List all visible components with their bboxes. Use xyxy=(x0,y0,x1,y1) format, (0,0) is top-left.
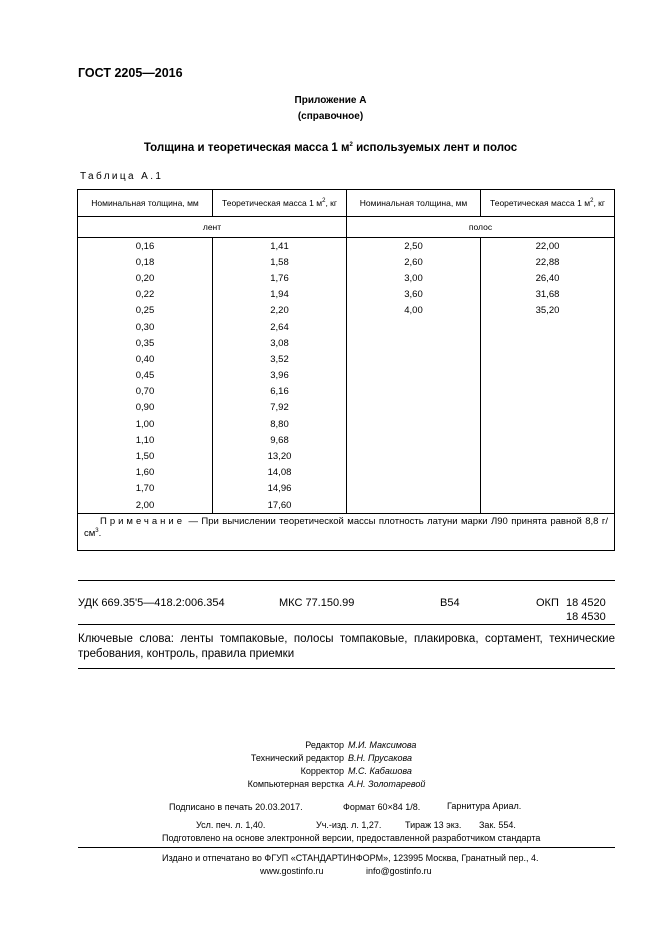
table-cell: 3,52 xyxy=(213,351,347,367)
table-row xyxy=(78,238,615,255)
table-cell: 1,50 xyxy=(78,448,213,464)
column-header: Номинальная толщина, мм xyxy=(78,190,213,217)
table-cell xyxy=(481,335,615,351)
table-note-row xyxy=(78,514,615,551)
publication-sheets: Уч.-изд. л. 1,27. xyxy=(316,820,382,830)
table-cell xyxy=(481,319,615,335)
table-cell xyxy=(347,497,481,514)
table-cell: 2,20 xyxy=(213,303,347,319)
table-cell xyxy=(347,319,481,335)
table-row xyxy=(78,465,615,481)
column-header: Теоретическая масса 1 $м^2$, кг xyxy=(481,190,615,217)
page-title: Толщина и теоретическая масса 1 $м^2$ используемых лент и полос xyxy=(143,142,518,154)
email-link[interactable]: info@gostinfo.ru xyxy=(366,866,432,876)
table-cell: 0,70 xyxy=(78,384,213,400)
okp-code-1: 18 4520 xyxy=(566,597,606,609)
table-cell xyxy=(347,465,481,481)
divider xyxy=(78,847,615,848)
table-cell xyxy=(347,400,481,416)
table-cell: 2,00 xyxy=(78,497,213,514)
keywords: Ключевые слова: ленты томпаковые, полосы томпаковые, плакировка, сортамент, технические требования, контроль, правила приемки xyxy=(78,633,615,660)
table-header-row xyxy=(78,190,615,217)
table-cell: 0,20 xyxy=(78,270,213,286)
table-cell xyxy=(347,384,481,400)
appendix-title: Приложение А xyxy=(294,95,367,106)
divider xyxy=(78,580,615,581)
publisher: Издано и отпечатано во ФГУП «СТАНДАРТИНФОРМ», 123995 Москва, Гранатный пер., 4. xyxy=(162,853,539,863)
table-row xyxy=(78,368,615,384)
table-row xyxy=(78,287,615,303)
table-cell xyxy=(347,351,481,367)
tech-editor-label: Технический редактор xyxy=(250,753,344,763)
table-cell xyxy=(481,416,615,432)
column-header: Теоретическая масса 1 $м^2$, кг xyxy=(213,190,347,217)
table-cell xyxy=(481,497,615,514)
table-label: Таблица А.1 xyxy=(80,171,164,182)
table-group-row xyxy=(78,217,615,238)
table-cell xyxy=(481,384,615,400)
table-cell: 0,45 xyxy=(78,368,213,384)
table-cell xyxy=(347,416,481,432)
table-cell: 1,60 xyxy=(78,465,213,481)
table-cell xyxy=(481,481,615,497)
table-cell: 0,40 xyxy=(78,351,213,367)
category-code: В54 xyxy=(440,597,460,609)
table-row xyxy=(78,303,615,319)
table-cell xyxy=(347,432,481,448)
table-cell: 1,70 xyxy=(78,481,213,497)
table-cell: 26,40 xyxy=(481,270,615,286)
typeface: Гарнитура Ариал. xyxy=(447,801,522,811)
table-cell xyxy=(347,481,481,497)
table-cell: 9,68 xyxy=(213,432,347,448)
table-cell: 0,16 xyxy=(78,238,213,255)
column-header: Номинальная толщина, мм xyxy=(347,190,481,217)
table-cell: 1,94 xyxy=(213,287,347,303)
table-cell: 1,00 xyxy=(78,416,213,432)
appendix-kind: (справочное) xyxy=(297,111,364,122)
table-cell: 6,16 xyxy=(213,384,347,400)
table-cell: 0,18 xyxy=(78,254,213,270)
table-cell: 2,60 xyxy=(347,254,481,270)
table-cell: 31,68 xyxy=(481,287,615,303)
prepared-note: Подготовлено на основе электронной версии, предоставленной разработчиком стандарта xyxy=(162,833,541,843)
table-cell xyxy=(347,448,481,464)
table-cell: 0,30 xyxy=(78,319,213,335)
table-row xyxy=(78,481,615,497)
corrector-name: М.С. Кабашова xyxy=(348,766,412,776)
table-cell: 22,00 xyxy=(481,238,615,255)
divider xyxy=(78,668,615,669)
table-row xyxy=(78,351,615,367)
signed-date: Подписано в печать 20.03.2017. xyxy=(169,802,303,812)
table-cell: 17,60 xyxy=(213,497,347,514)
table-cell: 2,64 xyxy=(213,319,347,335)
table-cell xyxy=(481,368,615,384)
table-cell: 35,20 xyxy=(481,303,615,319)
udc-code: УДК 669.35'5—418.2:006.354 xyxy=(78,597,225,609)
print-sheets: Усл. печ. л. 1,40. xyxy=(196,820,266,830)
group-header-bars: полос xyxy=(347,217,615,238)
table-row xyxy=(78,497,615,514)
table-row xyxy=(78,384,615,400)
standard-header: ГОСТ 2205—2016 xyxy=(78,66,183,80)
table-cell: 4,00 xyxy=(347,303,481,319)
format: Формат 60×84 1/8. xyxy=(343,802,421,812)
table-cell: 0,25 xyxy=(78,303,213,319)
group-header-strips: лент xyxy=(78,217,347,238)
website-link[interactable]: www.gostinfo.ru xyxy=(260,866,324,876)
table-cell xyxy=(481,448,615,464)
table-row xyxy=(78,448,615,464)
table-cell: 7,92 xyxy=(213,400,347,416)
table-cell: 0,35 xyxy=(78,335,213,351)
table-cell: 8,80 xyxy=(213,416,347,432)
table-row xyxy=(78,335,615,351)
table-cell: 1,76 xyxy=(213,270,347,286)
print-run: Тираж 13 экз. xyxy=(405,820,462,830)
table-note: Примечание — При вычислении теоретической массы плотность латуни марки Л90 принята равной 8,8 $г/см^3$. xyxy=(78,514,615,551)
table-row xyxy=(78,416,615,432)
table-cell: 3,08 xyxy=(213,335,347,351)
table-cell: 1,41 xyxy=(213,238,347,255)
okp-code-2: 18 4530 xyxy=(566,611,606,623)
tech-editor-name: В.Н. Прусакова xyxy=(348,753,412,763)
table-cell xyxy=(347,335,481,351)
table-cell: 0,22 xyxy=(78,287,213,303)
table-cell xyxy=(481,351,615,367)
mks-code: МКС 77.150.99 xyxy=(279,597,355,609)
table-cell xyxy=(481,432,615,448)
table-cell: 14,08 xyxy=(213,465,347,481)
table-row xyxy=(78,254,615,270)
table-cell: 14,96 xyxy=(213,481,347,497)
table-cell: 0,90 xyxy=(78,400,213,416)
thickness-mass-table xyxy=(77,189,615,551)
table-cell: 1,58 xyxy=(213,254,347,270)
table-row xyxy=(78,432,615,448)
table-cell xyxy=(347,368,481,384)
layout-name: А.Н. Золотаревой xyxy=(348,779,426,789)
table-row xyxy=(78,270,615,286)
table-cell: 3,00 xyxy=(347,270,481,286)
editor-name: М.И. Максимова xyxy=(348,740,417,750)
table-cell xyxy=(481,465,615,481)
okp-label: ОКП xyxy=(536,597,559,609)
layout-label: Компьютерная верстка xyxy=(247,779,344,789)
table-row xyxy=(78,400,615,416)
table-cell: 3,96 xyxy=(213,368,347,384)
table-cell: 22,88 xyxy=(481,254,615,270)
table-cell: 13,20 xyxy=(213,448,347,464)
table-cell: 3,60 xyxy=(347,287,481,303)
order-number: Зак. 554. xyxy=(479,820,516,830)
table-cell xyxy=(481,400,615,416)
divider xyxy=(78,624,615,625)
table-row xyxy=(78,319,615,335)
corrector-label: Корректор xyxy=(300,766,344,776)
table-cell: 2,50 xyxy=(347,238,481,255)
table-cell: 1,10 xyxy=(78,432,213,448)
editor-label: Редактор xyxy=(305,740,344,750)
